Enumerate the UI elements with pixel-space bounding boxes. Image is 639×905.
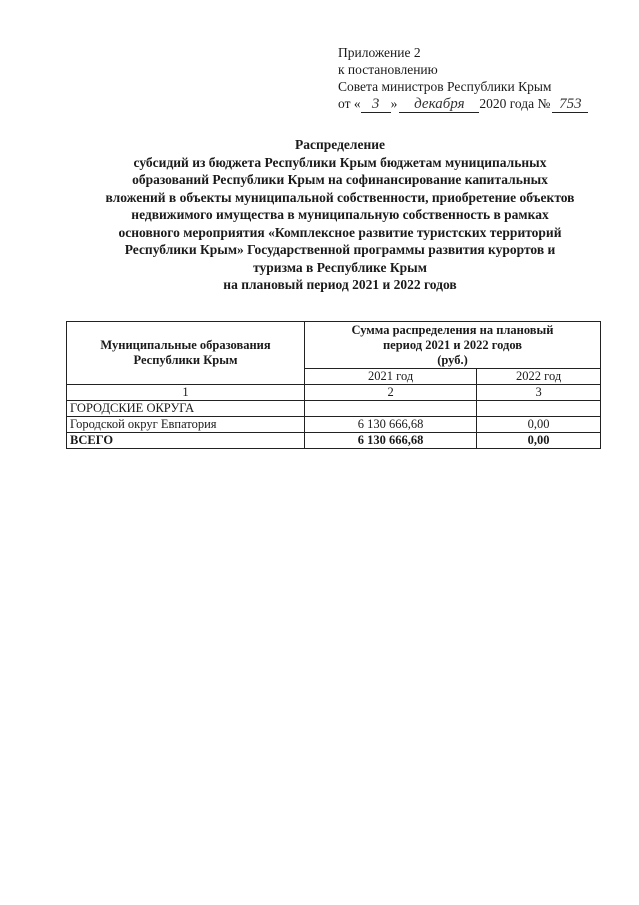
title-line: туризма в Республике Крым [253,259,427,275]
total-value-2021: 6 130 666,68 [305,433,477,449]
document-title [40,136,639,294]
column-number: 3 [477,385,601,401]
title-line: вложений в объекты муниципальной собственности, приобретение объектов [105,189,575,205]
header-year-2022: 2022 год [477,369,601,385]
date-mid: » [390,96,398,111]
title-line: Распределение [294,137,386,152]
header-sum: Сумма распределения на плановый период 2021 и 2022 годов (руб.) [305,322,601,369]
header-year-2021: 2021 год [305,369,477,385]
table-header-row [67,322,601,369]
handwritten-number: 753 [552,97,588,113]
title-line: Республики Крым» Государственной программы развития курортов и [124,242,556,257]
appendix-date-line [338,95,588,113]
row-value-2022: 0,00 [477,417,601,433]
appendix-block [338,44,588,113]
table-total-row [67,433,601,449]
table-column-number-row [67,385,601,401]
table-section-row [67,401,601,417]
section-label: ГОРОДСКИЕ ОКРУГА [67,401,305,417]
column-number: 1 [67,385,305,401]
total-value-2022: 0,00 [477,433,601,449]
appendix-line-3: Совета министров Республики Крым [338,79,552,94]
column-number: 2 [305,385,477,401]
table-row [67,417,601,433]
title-line: на плановый период 2021 и 2022 годов [223,277,457,292]
title-line: субсидий из бюджета Республики Крым бюджетам муниципальных [133,154,547,170]
header-municipalities: Муниципальные образования Республики Крым [67,322,305,385]
title-line: недвижимого имущества в муниципальную собственность в рамках [131,207,549,222]
row-municipality: Городской округ Евпатория [67,417,305,433]
title-line: образований Республики Крым на софинансирование капитальных [132,172,548,187]
appendix-line-2: к постановлению [338,62,438,77]
row-value-2021: 6 130 666,68 [305,417,477,433]
title-line: основного мероприятия «Комплексное развитие туристских территорий [118,224,562,240]
total-label: ВСЕГО [67,433,305,449]
appendix-line-1: Приложение 2 [338,45,421,60]
handwritten-month: декабря [399,97,479,113]
date-year: 2020 года № [479,96,551,111]
distribution-table [66,321,601,449]
date-prefix: от « [338,96,361,111]
handwritten-day: 3 [361,97,391,113]
